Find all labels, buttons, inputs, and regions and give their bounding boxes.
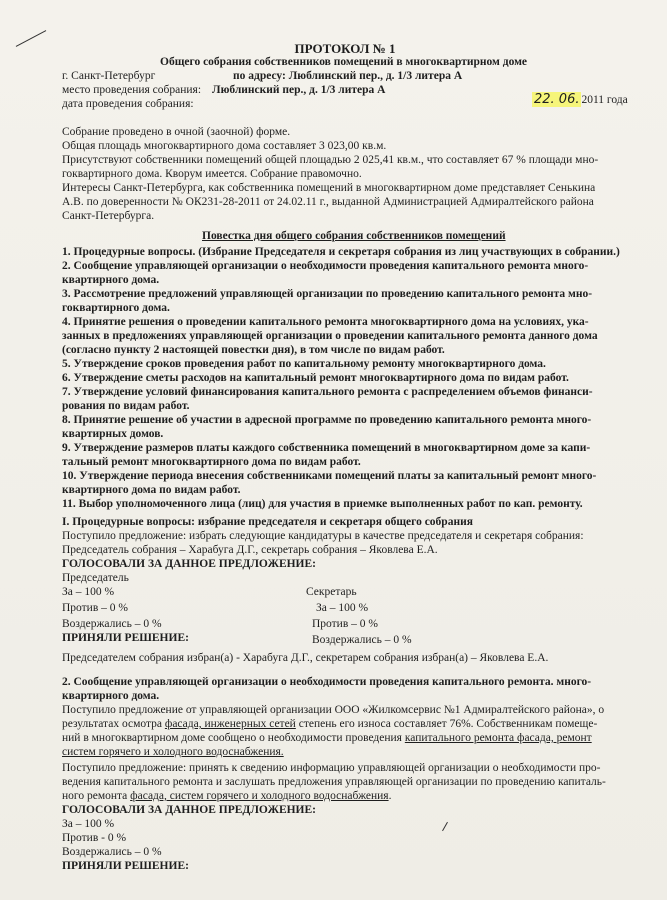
intro-line: Интересы Санкт-Петербурга, как собственника помещений в многоквартирном доме представляет Сенькина bbox=[62, 182, 596, 194]
section-2-voted-heading: ГОЛОСОВАЛИ ЗА ДАННОЕ ПРЕДЛОЖЕНИЕ: bbox=[62, 804, 317, 816]
agenda-item: 5. Утверждение сроков проведения работ по капитальному ремонту многоквартирного дома. bbox=[62, 358, 546, 370]
agenda-item: 2. Сообщение управляющей организации о необходимости проведения капитального ремонта много- bbox=[62, 260, 589, 272]
chair-vote-abstain: Воздержались – 0 % bbox=[62, 618, 162, 630]
intro-line: Присутствуют собственники помещений общей площадью 2 025,41 кв.м., что составляет 67 % площади мно- bbox=[62, 154, 599, 166]
document-subtitle-line-2: по адресу: Люблинский пер., д. 1/3 литера А bbox=[233, 70, 463, 82]
intro-line: Общая площадь многоквартирного дома составляет 3 023,00 кв.м. bbox=[62, 140, 387, 152]
section-1-text: Поступило предложение: избрать следующие кандидатуры в качестве председателя и секретаря собрания: bbox=[62, 530, 584, 542]
section-2-vote-abstain: Воздержались – 0 % bbox=[62, 846, 162, 858]
section-2-text: Поступило предложение от управляющей организации ООО «Жилкомсервис №1 Адмиралтейского района», о bbox=[62, 704, 605, 716]
meeting-place-value: Люблинский пер., д. 1/3 литера А bbox=[212, 84, 386, 96]
text-fragment: степень его износа составляет 76%. Собственникам помеще- bbox=[295, 718, 598, 730]
agenda-item: квартирного дома. bbox=[62, 274, 160, 286]
agenda-item: рования по видам работ. bbox=[62, 400, 190, 412]
underlined-text: фасада, систем горячего и холодного водоснабжения bbox=[130, 790, 389, 802]
agenda-title: Повестка дня общего собрания собственников помещений bbox=[202, 230, 506, 242]
section-2-text: ведения капитального ремонта и заслушать предложения управляющей организации по проведению капиталь- bbox=[62, 776, 606, 788]
secretary-vote-for: За – 100 % bbox=[316, 602, 369, 614]
section-2-text bbox=[62, 732, 592, 745]
section-2-vote-against: Против - 0 % bbox=[62, 832, 127, 844]
agenda-item: 1. Процедурные вопросы. (Избрание Председателя и секретаря собрания из лиц участвующих в собрании.) bbox=[62, 246, 620, 258]
city-label: г. Санкт-Петербург bbox=[62, 70, 156, 82]
agenda-item: 10. Утверждение периода внесения собственниками помещений платы за капитальный ремонт много- bbox=[62, 470, 597, 482]
section-2-text: Поступило предложение: принять к сведению информацию управляющей организации о необходимости про- bbox=[62, 762, 601, 774]
agenda-item: гоквартирного дома. bbox=[62, 302, 170, 314]
section-1-decision: Председателем собрания избран(а) - Харабуга Д.Г., секретарем собрания избран(а) – Яковлева Е.А. bbox=[62, 652, 549, 664]
agenda-item: 4. Принятие решения о проведении капитального ремонта многоквартирного дома на условиях, ука- bbox=[62, 316, 589, 328]
section-2-text bbox=[62, 790, 391, 803]
secretary-vote-abstain: Воздержались – 0 % bbox=[312, 634, 412, 646]
agenda-item: тальный ремонт многоквартирного дома по видам работ. bbox=[62, 456, 361, 468]
chair-vote-for: За – 100 % bbox=[62, 586, 115, 598]
secretary-vote-against: Против – 0 % bbox=[312, 618, 378, 630]
section-1-text: Председатель собрания – Харабуга Д.Г., секретарь собрания – Яковлева Е.А. bbox=[62, 544, 438, 556]
secretary-label: Секретарь bbox=[306, 586, 357, 598]
section-1-decided-heading: ПРИНЯЛИ РЕШЕНИЕ: bbox=[62, 632, 189, 644]
agenda-item: 6. Утверждение сметы расходов на капитальный ремонт многоквартирного дома по видам работ. bbox=[62, 372, 569, 384]
agenda-item: 11. Выбор уполномоченного лица (лиц) для участия в приемке выполненных работ по кап. ремонту. bbox=[62, 498, 583, 510]
document-title: ПРОТОКОЛ № 1 bbox=[294, 41, 396, 56]
intro-line: гоквартирного дома. Кворум имеется. Собрание правомочно. bbox=[62, 168, 362, 180]
intro-line: Санкт-Петербурга. bbox=[62, 210, 155, 222]
meeting-date-label: дата проведения собрания: bbox=[62, 98, 194, 110]
agenda-item: (согласно пункту 2 настоящей повестки дня), в том числе по видам работ. bbox=[62, 344, 445, 356]
meeting-place-label: место проведения собрания: bbox=[62, 84, 202, 96]
section-2-heading: 2. Сообщение управляющей организации о необходимости проведения капитального ремонта. много- bbox=[62, 676, 592, 688]
section-2-text: систем горячего и холодного водоснабжения. bbox=[62, 746, 284, 758]
section-2-decided-heading: ПРИНЯЛИ РЕШЕНИЕ: bbox=[62, 860, 189, 872]
section-2-text bbox=[62, 718, 597, 731]
section-1-voted-heading: ГОЛОСОВАЛИ ЗА ДАННОЕ ПРЕДЛОЖЕНИЕ: bbox=[62, 558, 317, 570]
agenda-item: квартирного дома по видам работ. bbox=[62, 484, 241, 496]
meeting-date-value bbox=[532, 93, 628, 107]
text-fragment: ний в многоквартирном доме сообщено о необходимости проведения bbox=[62, 732, 405, 744]
document-subtitle-line-1: Общего собрания собственников помещений в многоквартирном доме bbox=[160, 56, 528, 68]
agenda-item: занных в предложениях управляющей организации о проведении капитального ремонта данного дома bbox=[62, 330, 598, 342]
section-2-vote-for: За – 100 % bbox=[62, 818, 115, 830]
intro-line: А.В. по доверенности № ОК231-28-2011 от 24.02.11 г., выданной Администрацией Адмиралтейского района bbox=[62, 196, 594, 208]
intro-line: Собрание проведено в очной (заочной) форме. bbox=[62, 126, 291, 138]
agenda-item: 8. Принятие решение об участии в адресной программе по проведению капитального ремонта много- bbox=[62, 414, 592, 426]
text-fragment: результатах осмотра bbox=[62, 718, 165, 730]
underlined-text: капитального ремонта фасада, ремонт bbox=[404, 732, 592, 744]
agenda-item: 9. Утверждение размеров платы каждого собственника помещений в многоквартирном доме за капи- bbox=[62, 442, 591, 454]
section-2-heading: квартирного дома. bbox=[62, 690, 160, 702]
chair-vote-against: Против – 0 % bbox=[62, 602, 128, 614]
text-fragment: . bbox=[388, 790, 392, 802]
section-1-heading: I. Процедурные вопросы: избрание председателя и секретаря общего собрания bbox=[62, 516, 473, 528]
agenda-item: квартирных домов. bbox=[62, 428, 164, 440]
text-fragment: ного ремонта bbox=[62, 790, 131, 802]
pen-stroke bbox=[442, 822, 448, 831]
handwritten-date: 22. 06. bbox=[534, 92, 580, 107]
agenda-item: 7. Утверждение условий финансирования капитального ремонта с распределением объемов финанси- bbox=[62, 386, 593, 398]
agenda-item: 3. Рассмотрение предложений управляющей организации по проведению капитального ремонта мно- bbox=[62, 288, 593, 300]
date-year: 2011 года bbox=[581, 94, 628, 106]
chair-label: Председатель bbox=[62, 572, 129, 584]
underlined-text: фасада, инженерных сетей bbox=[164, 718, 296, 730]
